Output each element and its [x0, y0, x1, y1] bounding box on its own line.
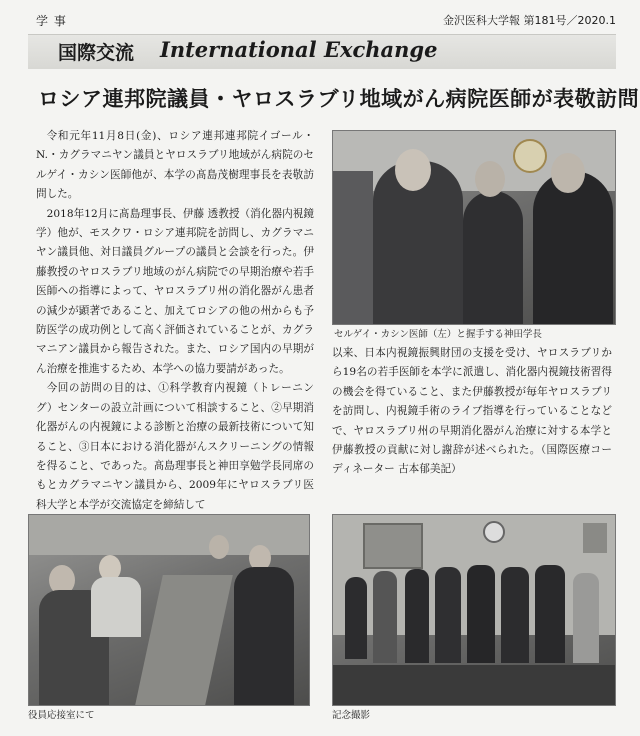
article-title: ロシア連邦院議員・ヤロスラブリ地域がん病院医師が表敬訪問 [38, 87, 640, 111]
article-body-left [36, 127, 314, 515]
photo-handshake [332, 130, 616, 325]
photo-reception-room [28, 514, 310, 706]
photo-caption: セルゲイ・カシン医師（左）と握手する神田学長 [334, 329, 542, 340]
header-section-label: 学 事 [36, 14, 67, 28]
body-paragraph: 今回の訪問の目的は、①科学教育内視鏡（トレーニング）センターの設立計画について相談すること、②早期消化器がんの内視鏡による診断と治療の最新技術について知ること、③日本における消化器がんスクリーニングの情報を得ること、であった。髙島理事長と神田享勉学長同席のもとカグラマニヤン議員から、2009年にヤロスラブリ医科大学と本学が交流協定を締結して [36, 382, 314, 511]
photo-caption: 役員応接室にて [28, 710, 95, 721]
header-issue-info: 金沢医科大学報 第181号／2020.1 [443, 14, 616, 27]
body-paragraph: 2018年12月に髙島理事長、伊藤 透教授（消化器内視鏡学）他が、モスクワ・ロシア連邦院を訪問し、カグラマニヤン議員他、対日議員グループの議員と会談を行った。伊藤教授のヤロスラブリ地域のがん病院での早期治療や若手医師への指導によって、ヤロスラブリ州の消化器がん患者の減少が顕著であること、加えてロシアの他の州からも予防医学の成功例として高く評価されていることが、カグラマニアン議員から報告された。また、ロシア国内の早期がん治療を推進するため、本学への協力要請があった。 [36, 207, 314, 375]
photo-group [332, 514, 616, 706]
article-body-right [332, 344, 612, 480]
body-paragraph: 以来、日本内視鏡振興財団の支援を受け、ヤロスラブリから19名の若手医師を本学に派遣し、消化器内視鏡技術習得の機会を得ていること、また伊藤教授が毎年ヤロスラブリを訪問し、内視鏡手術のライブ指導を行っていることなどで、ヤロスラブリ州の早期消化器がん治療に対する本学と伊藤教授の貢献に対し謝辞が述べられた。（国際医療コーディネーター 古本郁美記） [332, 347, 612, 476]
section-title-jp: 国際交流 [58, 42, 135, 64]
section-title-en: International Exchange [160, 37, 438, 62]
photo-caption: 記念撮影 [332, 710, 371, 721]
body-paragraph: 令和元年11月8日(金)、ロシア連邦連邦院イゴール・N.・カグラマニヤン議員とヤロスラブリ地域がん病院のセルゲイ・カシン医師他が、本学の髙島茂樹理事長を表敬訪問した。 [36, 130, 314, 201]
